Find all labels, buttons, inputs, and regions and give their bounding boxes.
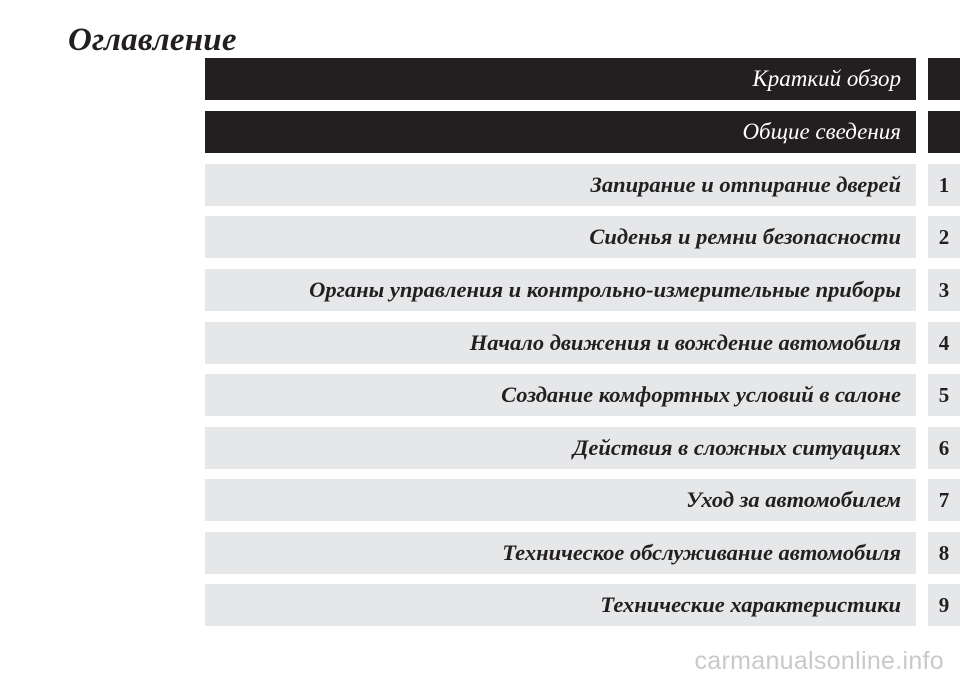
section-row-7[interactable]: Уход за автомобилем (205, 479, 916, 521)
section-row-quick-overview[interactable]: Краткий обзор (205, 58, 916, 100)
section-tab-5[interactable]: 5 (928, 374, 960, 416)
section-tab-6[interactable]: 6 (928, 427, 960, 469)
section-row-3[interactable]: Органы управления и контрольно-измерительные приборы (205, 269, 916, 311)
section-tab-8[interactable]: 8 (928, 532, 960, 574)
section-tab-7[interactable]: 7 (928, 479, 960, 521)
page-title: Оглавление (68, 22, 237, 58)
section-row-9[interactable]: Технические характеристики (205, 584, 916, 626)
section-tab-9[interactable]: 9 (928, 584, 960, 626)
section-tab-3[interactable]: 3 (928, 269, 960, 311)
section-tab-4[interactable]: 4 (928, 322, 960, 364)
section-row-8[interactable]: Техническое обслуживание автомобиля (205, 532, 916, 574)
section-row-5[interactable]: Создание комфортных условий в салоне (205, 374, 916, 416)
section-row-6[interactable]: Действия в сложных ситуациях (205, 427, 916, 469)
section-row-4[interactable]: Начало движения и вождение автомобиля (205, 322, 916, 364)
section-row-general-info[interactable]: Общие сведения (205, 111, 916, 153)
section-row-2[interactable]: Сиденья и ремни безопасности (205, 216, 916, 258)
section-row-1[interactable]: Запирание и отпирание дверей (205, 164, 916, 206)
watermark: carmanualsonline.info (694, 647, 944, 675)
section-tab-quick-overview[interactable] (928, 58, 960, 100)
section-tab-general-info[interactable] (928, 111, 960, 153)
section-tab-1[interactable]: 1 (928, 164, 960, 206)
section-tab-2[interactable]: 2 (928, 216, 960, 258)
